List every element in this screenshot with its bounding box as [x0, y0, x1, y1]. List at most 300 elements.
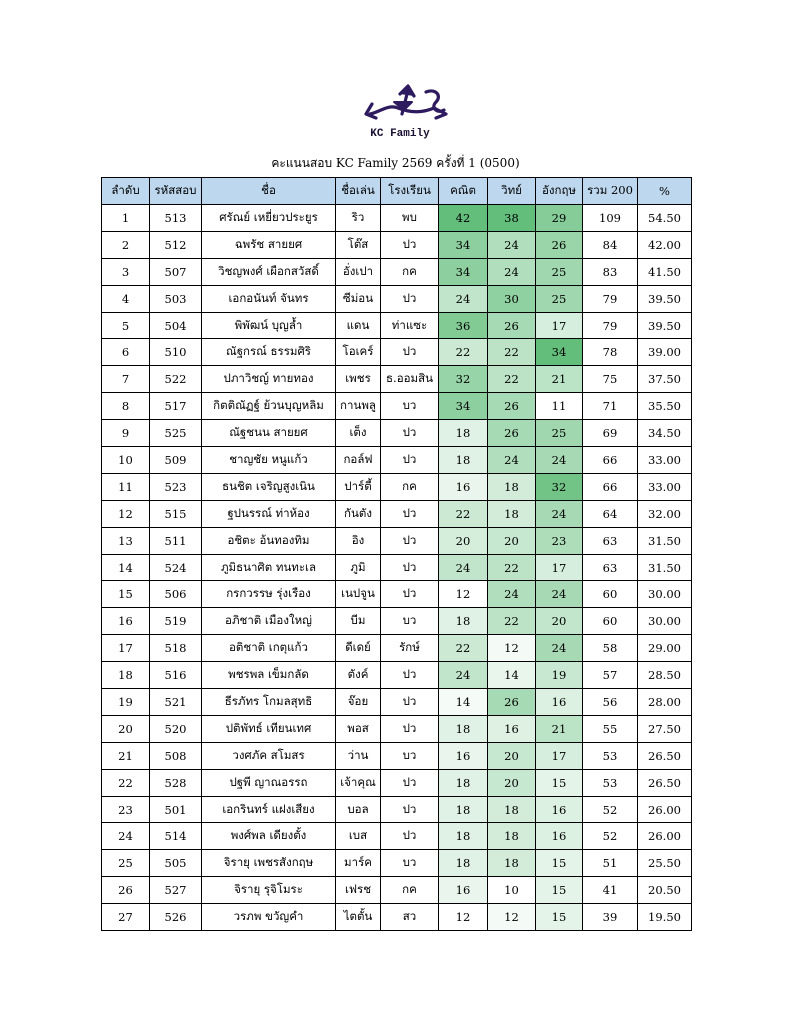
- cell-school: ปว: [381, 689, 439, 716]
- cell-name: ฐปนรรณ์ ท่าห้อง: [202, 500, 336, 527]
- cell-science: 12: [488, 635, 536, 662]
- cell-math: 16: [439, 877, 488, 904]
- cell-percent: 30.00: [638, 581, 692, 608]
- cell-exam-id: 508: [150, 742, 202, 769]
- cell-science: 20: [488, 742, 536, 769]
- table-row: [102, 205, 692, 232]
- cell-english: 32: [536, 473, 583, 500]
- cell-total: 66: [583, 473, 638, 500]
- table-row: [102, 366, 692, 393]
- cell-nickname: ริว: [336, 205, 381, 232]
- cell-rank: 15: [102, 581, 150, 608]
- cell-exam-id: 506: [150, 581, 202, 608]
- cell-rank: 21: [102, 742, 150, 769]
- cell-name: กรกวรรษ รุ่งเรือง: [202, 581, 336, 608]
- cell-science: 20: [488, 527, 536, 554]
- cell-nickname: ไตตั้น: [336, 904, 381, 931]
- table-row: [102, 231, 692, 258]
- cell-percent: 27.50: [638, 715, 692, 742]
- cell-name: วรภพ ขวัญคำ: [202, 904, 336, 931]
- cell-english: 16: [536, 689, 583, 716]
- cell-nickname: เฟรช: [336, 877, 381, 904]
- cell-nickname: เจ้าคุณ: [336, 769, 381, 796]
- cell-nickname: โอเคร์: [336, 339, 381, 366]
- cell-science: 26: [488, 312, 536, 339]
- cell-percent: 20.50: [638, 877, 692, 904]
- cell-name: พงศ์พล เดียงตั้ง: [202, 823, 336, 850]
- cell-name: จิรายุ เพชรสังกฤษ: [202, 850, 336, 877]
- cell-english: 25: [536, 285, 583, 312]
- cell-percent: 37.50: [638, 366, 692, 393]
- table-row: [102, 447, 692, 474]
- table-row: [102, 500, 692, 527]
- cell-school: สว: [381, 904, 439, 931]
- cell-nickname: โต๊ส: [336, 231, 381, 258]
- cell-name: พชรพล เข็มกลัด: [202, 662, 336, 689]
- cell-school: บว: [381, 850, 439, 877]
- header-science: วิทย์: [488, 178, 536, 205]
- cell-total: 78: [583, 339, 638, 366]
- cell-percent: 28.50: [638, 662, 692, 689]
- table-row: [102, 796, 692, 823]
- cell-math: 34: [439, 231, 488, 258]
- cell-english: 29: [536, 205, 583, 232]
- cell-total: 53: [583, 742, 638, 769]
- cell-science: 24: [488, 231, 536, 258]
- cell-percent: 32.00: [638, 500, 692, 527]
- cell-percent: 35.50: [638, 393, 692, 420]
- header-name: ชื่อ: [202, 178, 336, 205]
- cell-english: 21: [536, 366, 583, 393]
- cell-rank: 27: [102, 904, 150, 931]
- cell-total: 75: [583, 366, 638, 393]
- cell-math: 18: [439, 447, 488, 474]
- cell-exam-id: 527: [150, 877, 202, 904]
- cell-exam-id: 525: [150, 420, 202, 447]
- cell-english: 21: [536, 715, 583, 742]
- cell-name: ชาญชัย หนูแก้ว: [202, 447, 336, 474]
- cell-science: 14: [488, 662, 536, 689]
- header-total: รวม 200: [583, 178, 638, 205]
- cell-exam-id: 510: [150, 339, 202, 366]
- cell-school: ปว: [381, 769, 439, 796]
- cell-english: 16: [536, 823, 583, 850]
- cell-english: 24: [536, 500, 583, 527]
- cell-science: 16: [488, 715, 536, 742]
- cell-math: 14: [439, 689, 488, 716]
- cell-exam-id: 523: [150, 473, 202, 500]
- cell-math: 20: [439, 527, 488, 554]
- cell-rank: 11: [102, 473, 150, 500]
- table-row: [102, 635, 692, 662]
- header-math: คณิต: [439, 178, 488, 205]
- cell-exam-id: 514: [150, 823, 202, 850]
- cell-english: 17: [536, 554, 583, 581]
- cell-percent: 39.50: [638, 312, 692, 339]
- cell-total: 53: [583, 769, 638, 796]
- cell-rank: 5: [102, 312, 150, 339]
- cell-english: 20: [536, 608, 583, 635]
- cell-exam-id: 526: [150, 904, 202, 931]
- cell-name: วิชญพงศ์ เผือกสวัสดิ์: [202, 258, 336, 285]
- cell-science: 26: [488, 420, 536, 447]
- table-row: [102, 258, 692, 285]
- cell-nickname: ปาร์ตี้: [336, 473, 381, 500]
- cell-nickname: เต็ง: [336, 420, 381, 447]
- cell-rank: 3: [102, 258, 150, 285]
- cell-nickname: บอล: [336, 796, 381, 823]
- cell-percent: 30.00: [638, 608, 692, 635]
- cell-english: 15: [536, 769, 583, 796]
- cell-math: 16: [439, 742, 488, 769]
- cell-nickname: กานพลู: [336, 393, 381, 420]
- cell-school: ปว: [381, 339, 439, 366]
- cell-math: 12: [439, 904, 488, 931]
- cell-math: 16: [439, 473, 488, 500]
- cell-english: 19: [536, 662, 583, 689]
- cell-percent: 42.00: [638, 231, 692, 258]
- cell-school: รักษ์: [381, 635, 439, 662]
- table-row: [102, 877, 692, 904]
- cell-rank: 26: [102, 877, 150, 904]
- cell-rank: 14: [102, 554, 150, 581]
- cell-name: ธนชิต เจริญสูงเนิน: [202, 473, 336, 500]
- cell-rank: 10: [102, 447, 150, 474]
- cell-rank: 13: [102, 527, 150, 554]
- cell-science: 18: [488, 473, 536, 500]
- cell-total: 71: [583, 393, 638, 420]
- cell-percent: 31.50: [638, 554, 692, 581]
- cell-percent: 34.50: [638, 420, 692, 447]
- cell-percent: 19.50: [638, 904, 692, 931]
- cell-science: 38: [488, 205, 536, 232]
- cell-percent: 33.00: [638, 447, 692, 474]
- cell-name: ธีรภัทร โกมลสุทธิ: [202, 689, 336, 716]
- cell-math: 22: [439, 635, 488, 662]
- cell-science: 24: [488, 581, 536, 608]
- cell-nickname: แดน: [336, 312, 381, 339]
- cell-math: 34: [439, 393, 488, 420]
- scores-table: [101, 177, 692, 931]
- cell-name: ณัฐกรณ์ ธรรมศิริ: [202, 339, 336, 366]
- cell-science: 30: [488, 285, 536, 312]
- cell-school: ปว: [381, 823, 439, 850]
- table-row: [102, 581, 692, 608]
- cell-total: 84: [583, 231, 638, 258]
- cell-school: ธ.ออมสิน: [381, 366, 439, 393]
- cell-total: 41: [583, 877, 638, 904]
- cell-school: ปว: [381, 420, 439, 447]
- cell-rank: 23: [102, 796, 150, 823]
- cell-english: 16: [536, 796, 583, 823]
- cell-nickname: ดีเดย์: [336, 635, 381, 662]
- cell-science: 22: [488, 339, 536, 366]
- cell-math: 18: [439, 796, 488, 823]
- cell-nickname: พอส: [336, 715, 381, 742]
- cell-percent: 29.00: [638, 635, 692, 662]
- cell-name: เอกอนันท์ จันทร: [202, 285, 336, 312]
- table-row: [102, 850, 692, 877]
- cell-exam-id: 524: [150, 554, 202, 581]
- cell-english: 24: [536, 447, 583, 474]
- cell-nickname: มาร์ค: [336, 850, 381, 877]
- cell-exam-id: 504: [150, 312, 202, 339]
- cell-science: 22: [488, 554, 536, 581]
- cell-name: อติชาติ เกตุแก้ว: [202, 635, 336, 662]
- cell-school: ปว: [381, 581, 439, 608]
- cell-english: 26: [536, 231, 583, 258]
- cell-math: 36: [439, 312, 488, 339]
- cell-english: 17: [536, 312, 583, 339]
- cell-percent: 39.50: [638, 285, 692, 312]
- cell-nickname: เนปจูน: [336, 581, 381, 608]
- table-row: [102, 312, 692, 339]
- table-row: [102, 393, 692, 420]
- header-row: [102, 178, 692, 205]
- cell-rank: 9: [102, 420, 150, 447]
- cell-school: พบ: [381, 205, 439, 232]
- cell-rank: 6: [102, 339, 150, 366]
- cell-total: 55: [583, 715, 638, 742]
- cell-math: 18: [439, 608, 488, 635]
- cell-english: 15: [536, 877, 583, 904]
- cell-rank: 2: [102, 231, 150, 258]
- cell-rank: 17: [102, 635, 150, 662]
- cell-science: 10: [488, 877, 536, 904]
- cell-english: 15: [536, 904, 583, 931]
- cell-english: 34: [536, 339, 583, 366]
- cell-percent: 25.50: [638, 850, 692, 877]
- cell-name: ปติพัทธ์ เทียนเทศ: [202, 715, 336, 742]
- cell-nickname: อั่งเปา: [336, 258, 381, 285]
- cell-rank: 20: [102, 715, 150, 742]
- cell-science: 24: [488, 258, 536, 285]
- cell-percent: 28.00: [638, 689, 692, 716]
- cell-exam-id: 512: [150, 231, 202, 258]
- cell-school: กค: [381, 877, 439, 904]
- cell-total: 60: [583, 581, 638, 608]
- cell-nickname: ซีม่อน: [336, 285, 381, 312]
- cell-science: 18: [488, 823, 536, 850]
- table-row: [102, 554, 692, 581]
- cell-science: 18: [488, 850, 536, 877]
- header-exam-id: รหัสสอบ: [150, 178, 202, 205]
- table-row: [102, 823, 692, 850]
- cell-exam-id: 517: [150, 393, 202, 420]
- cell-name: อภิชาติ เมืองใหญ่: [202, 608, 336, 635]
- cell-total: 83: [583, 258, 638, 285]
- cell-english: 24: [536, 635, 583, 662]
- cell-math: 18: [439, 769, 488, 796]
- cell-rank: 7: [102, 366, 150, 393]
- cell-science: 12: [488, 904, 536, 931]
- cell-math: 32: [439, 366, 488, 393]
- cell-math: 18: [439, 823, 488, 850]
- header-percent: %: [638, 178, 692, 205]
- cell-math: 12: [439, 581, 488, 608]
- cell-english: 25: [536, 420, 583, 447]
- cell-percent: 26.00: [638, 823, 692, 850]
- cell-total: 57: [583, 662, 638, 689]
- cell-math: 24: [439, 662, 488, 689]
- cell-school: ปว: [381, 715, 439, 742]
- table-row: [102, 904, 692, 931]
- cell-science: 22: [488, 608, 536, 635]
- cell-math: 18: [439, 420, 488, 447]
- cell-nickname: กันตัง: [336, 500, 381, 527]
- cell-total: 63: [583, 554, 638, 581]
- cell-school: ปว: [381, 285, 439, 312]
- cell-math: 34: [439, 258, 488, 285]
- cell-nickname: ว่าน: [336, 742, 381, 769]
- cell-name: เอกรินทร์ แฝงเสียง: [202, 796, 336, 823]
- cell-exam-id: 503: [150, 285, 202, 312]
- cell-total: 64: [583, 500, 638, 527]
- cell-math: 22: [439, 339, 488, 366]
- cell-name: จิรายุ รุจิโมระ: [202, 877, 336, 904]
- header-english: อังกฤษ: [536, 178, 583, 205]
- cell-exam-id: 518: [150, 635, 202, 662]
- cell-nickname: จ๊อย: [336, 689, 381, 716]
- cell-school: ปว: [381, 447, 439, 474]
- cell-name: กิตติณัฏฐ์ ย้วนบุญหลิม: [202, 393, 336, 420]
- cell-math: 24: [439, 285, 488, 312]
- cell-name: ฉพรัช สายยศ: [202, 231, 336, 258]
- cell-science: 22: [488, 366, 536, 393]
- table-row: [102, 420, 692, 447]
- cell-school: ปว: [381, 527, 439, 554]
- table-row: [102, 742, 692, 769]
- header-school: โรงเรียน: [381, 178, 439, 205]
- cell-percent: 33.00: [638, 473, 692, 500]
- cell-school: บว: [381, 742, 439, 769]
- cell-rank: 18: [102, 662, 150, 689]
- header-rank: ลำดับ: [102, 178, 150, 205]
- cell-exam-id: 515: [150, 500, 202, 527]
- cell-total: 79: [583, 312, 638, 339]
- cell-english: 15: [536, 850, 583, 877]
- cell-name: ปฐพี ญาณอรรถ: [202, 769, 336, 796]
- cell-percent: 39.00: [638, 339, 692, 366]
- cell-english: 25: [536, 258, 583, 285]
- cell-rank: 1: [102, 205, 150, 232]
- cell-english: 11: [536, 393, 583, 420]
- cell-school: ปว: [381, 662, 439, 689]
- cell-school: ปว: [381, 231, 439, 258]
- cell-percent: 26.50: [638, 742, 692, 769]
- cell-science: 26: [488, 393, 536, 420]
- cell-percent: 26.00: [638, 796, 692, 823]
- cell-rank: 24: [102, 823, 150, 850]
- cell-science: 18: [488, 500, 536, 527]
- cell-exam-id: 519: [150, 608, 202, 635]
- cell-math: 42: [439, 205, 488, 232]
- cell-total: 39: [583, 904, 638, 931]
- cell-school: กค: [381, 473, 439, 500]
- cell-percent: 41.50: [638, 258, 692, 285]
- cell-nickname: เบส: [336, 823, 381, 850]
- table-row: [102, 285, 692, 312]
- cell-total: 66: [583, 447, 638, 474]
- cell-rank: 22: [102, 769, 150, 796]
- cell-percent: 31.50: [638, 527, 692, 554]
- cell-total: 52: [583, 823, 638, 850]
- cell-school: ปว: [381, 796, 439, 823]
- cell-name: ศรัณย์ เหยี่ยวประยูร: [202, 205, 336, 232]
- cell-english: 24: [536, 581, 583, 608]
- cell-nickname: อิง: [336, 527, 381, 554]
- cell-nickname: เพชร: [336, 366, 381, 393]
- cell-total: 79: [583, 285, 638, 312]
- cell-rank: 4: [102, 285, 150, 312]
- cell-total: 109: [583, 205, 638, 232]
- table-row: [102, 662, 692, 689]
- table-row: [102, 339, 692, 366]
- cell-rank: 25: [102, 850, 150, 877]
- cell-percent: 26.50: [638, 769, 692, 796]
- cell-math: 22: [439, 500, 488, 527]
- cell-total: 52: [583, 796, 638, 823]
- cell-exam-id: 522: [150, 366, 202, 393]
- cell-total: 63: [583, 527, 638, 554]
- cell-exam-id: 505: [150, 850, 202, 877]
- cell-school: ปว: [381, 500, 439, 527]
- cell-name: ภูมิธนาศิต ทนทะเล: [202, 554, 336, 581]
- cell-rank: 16: [102, 608, 150, 635]
- cell-exam-id: 521: [150, 689, 202, 716]
- cell-name: พิพัฒน์ บุญล้ำ: [202, 312, 336, 339]
- table-row: [102, 527, 692, 554]
- table-row: [102, 473, 692, 500]
- cell-total: 56: [583, 689, 638, 716]
- cell-rank: 19: [102, 689, 150, 716]
- cell-science: 26: [488, 689, 536, 716]
- cell-name: อชิตะ อ้นทองทิม: [202, 527, 336, 554]
- cell-rank: 12: [102, 500, 150, 527]
- cell-name: ณัฐชนน สายยศ: [202, 420, 336, 447]
- cell-name: ปภาวิชญ์ ทายทอง: [202, 366, 336, 393]
- cell-rank: 8: [102, 393, 150, 420]
- cell-exam-id: 520: [150, 715, 202, 742]
- cell-name: วงศภัค สโมสร: [202, 742, 336, 769]
- cell-exam-id: 528: [150, 769, 202, 796]
- cell-nickname: ตังค์: [336, 662, 381, 689]
- svg-text:KC Family: KC Family: [370, 128, 430, 140]
- table-row: [102, 715, 692, 742]
- table-row: [102, 689, 692, 716]
- cell-school: ปว: [381, 554, 439, 581]
- cell-math: 18: [439, 715, 488, 742]
- cell-science: 20: [488, 769, 536, 796]
- cell-exam-id: 507: [150, 258, 202, 285]
- cell-exam-id: 513: [150, 205, 202, 232]
- cell-total: 58: [583, 635, 638, 662]
- cell-science: 24: [488, 447, 536, 474]
- cell-exam-id: 511: [150, 527, 202, 554]
- cell-school: บว: [381, 393, 439, 420]
- header-nickname: ชื่อเล่น: [336, 178, 381, 205]
- cell-school: กค: [381, 258, 439, 285]
- cell-nickname: บีม: [336, 608, 381, 635]
- cell-math: 24: [439, 554, 488, 581]
- table-row: [102, 769, 692, 796]
- cell-math: 18: [439, 850, 488, 877]
- cell-percent: 54.50: [638, 205, 692, 232]
- cell-exam-id: 516: [150, 662, 202, 689]
- cell-english: 23: [536, 527, 583, 554]
- cell-exam-id: 509: [150, 447, 202, 474]
- cell-science: 18: [488, 796, 536, 823]
